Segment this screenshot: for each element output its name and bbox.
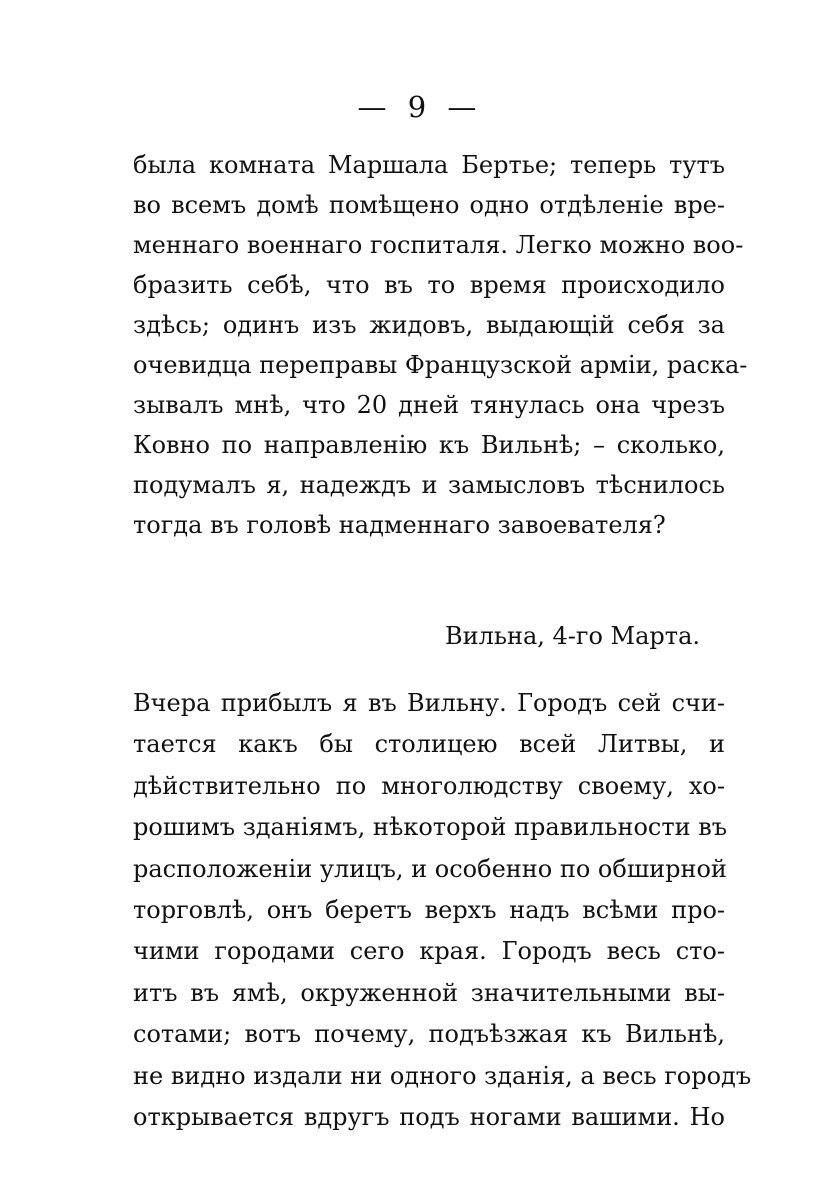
text-line: расположеніи улицъ, и особенно по обширной [133, 854, 727, 883]
text-line: тается какъ бы столицею всей Литвы, и [133, 730, 725, 759]
text-line: чими городами сего края. Городъ весь сто- [133, 937, 725, 966]
paragraph-2 [133, 683, 752, 1138]
text-line: торговлѣ, онъ беретъ верхъ надъ всѣми про- [133, 895, 725, 924]
paragraph-1 [133, 145, 748, 545]
text-line: подумалъ я, надеждъ и замысловъ тѣснилось [133, 471, 725, 499]
text-line: очевидца переправы Французской арміи, раска- [133, 351, 748, 379]
text-line: дѣйствительно по многолюдству своему, хо- [133, 771, 725, 800]
dateline: Вильна, 4-го Марта. [445, 622, 700, 650]
text-line: открывается вдругъ подъ ногами вашими. Но [133, 1102, 725, 1131]
text-line: была комната Маршала Бертье; теперь тутъ [133, 151, 725, 179]
text-line: тогда въ головѣ надменнаго завоевателя? [133, 511, 666, 539]
text-line: Вчера прибылъ я въ Вильну. Городъ сей счи- [133, 689, 725, 717]
text-line: меннаго военнаго госпиталя. Легко можно воо- [133, 231, 744, 259]
text-line: во всемъ домѣ помѣщено одно отдѣленіе вре- [133, 191, 725, 219]
text-line: сотами; вотъ почему, подъѣзжая къ Вильнѣ, [133, 1020, 725, 1049]
text-line: здѣсь; одинъ изъ жидовъ, выдающій себя за [133, 311, 725, 339]
page-number: — 9 — [357, 90, 483, 124]
text-line: Ковно по направленію къ Вильнѣ; – сколько, [133, 431, 725, 459]
text-line: не видно издали ни одного зданія, а весь городъ [133, 1061, 752, 1090]
text-line: рошимъ зданіямъ, нѣкоторой правильности въ [133, 813, 728, 842]
text-line: итъ въ ямѣ, окруженной значительными вы- [133, 978, 725, 1007]
text-line: зывалъ мнѣ, что 20 дней тянулась она чрезъ [133, 391, 725, 419]
text-line: бразить себѣ, что въ то время происходило [133, 271, 725, 299]
